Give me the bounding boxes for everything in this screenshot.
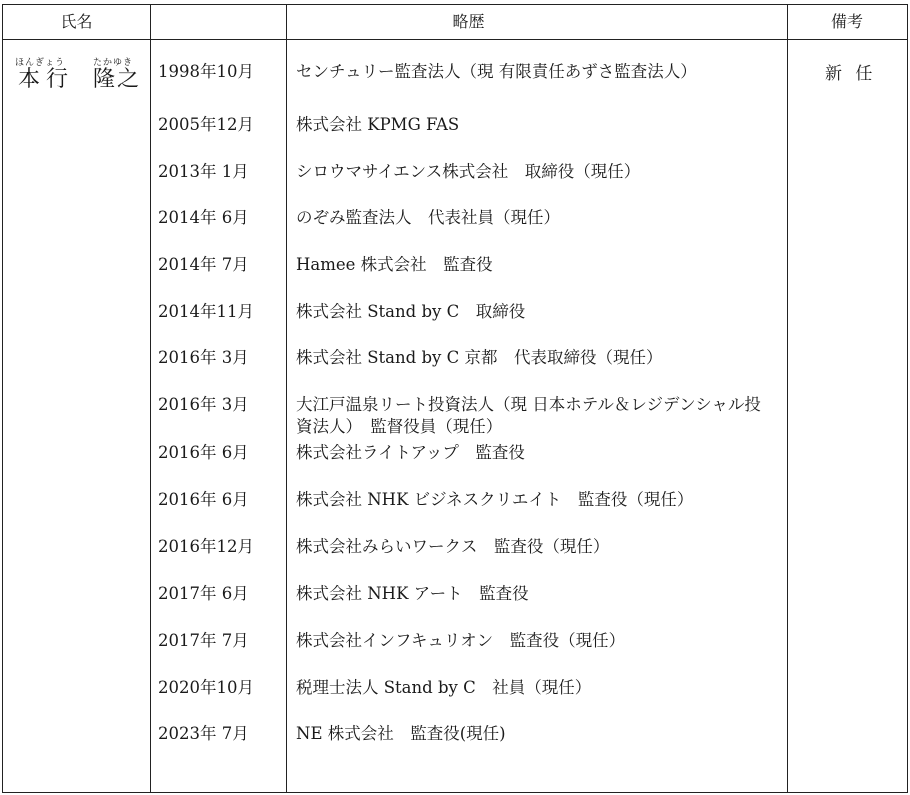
career-description: Hamee 株式会社 監査役	[296, 255, 493, 274]
header-career: 略歴	[452, 12, 485, 31]
career-description: 株式会社 NHK ビジネスクリエイト 監査役（現任）	[296, 490, 694, 509]
career-date: 2020年10月	[158, 678, 254, 697]
career-date: 1998年10月	[158, 62, 254, 81]
career-date: 2014年11月	[158, 302, 254, 321]
career-date: 2016年 3月	[158, 348, 249, 367]
career-date: 2017年 7月	[158, 631, 249, 650]
career-date: 2023年 7月	[158, 724, 249, 743]
career-date: 2014年 7月	[158, 255, 249, 274]
career-description: 株式会社 KPMG FAS	[296, 115, 460, 134]
career-description: 大江戸温泉リート投資法人（現 日本ホテル＆レジデンシャル投資法人） 監督役員（現任）	[296, 395, 761, 436]
career-description: センチュリー監査法人（現 有限責任あずさ監査法人）	[296, 62, 697, 81]
header-name: 氏名	[60, 12, 93, 31]
career-date: 2005年12月	[158, 115, 254, 134]
career-date: 2016年12月	[158, 537, 254, 556]
career-description: 株式会社みらいワークス 監査役（現任）	[296, 537, 610, 556]
career-description: 株式会社 Stand by C 京都 代表取締役（現任）	[296, 348, 663, 367]
name-ruby-family: ほんぎょう	[15, 58, 66, 68]
career-description: 株式会社インフキュリオン 監査役（現任）	[296, 631, 626, 650]
career-date: 2016年 3月	[158, 395, 249, 414]
career-date: 2016年 6月	[158, 490, 249, 509]
career-description: 株式会社 Stand by C 取締役	[296, 302, 526, 321]
career-description: 株式会社ライトアップ 監査役	[296, 443, 525, 462]
career-date: 2014年 6月	[158, 208, 249, 227]
career-date: 2013年 1月	[158, 162, 249, 181]
career-description: NE 株式会社 監査役(現任)	[296, 724, 506, 743]
remark-new-appointment: 新 任	[825, 64, 877, 84]
career-date: 2016年 6月	[158, 443, 249, 462]
career-description: のぞみ監査法人 代表社員（現任）	[296, 208, 560, 227]
person-name-given: 隆之	[93, 67, 142, 92]
career-description: シロウマサイエンス株式会社 取締役（現任）	[296, 162, 641, 181]
career-description: 株式会社 NHK アート 監査役	[296, 584, 529, 603]
person-name-family: 本行	[18, 67, 75, 92]
career-date: 2017年 6月	[158, 584, 249, 603]
career-description: 税理士法人 Stand by C 社員（現任）	[296, 678, 592, 697]
header-remarks: 備考	[830, 12, 863, 31]
name-ruby-given: たかゆき	[93, 58, 134, 68]
